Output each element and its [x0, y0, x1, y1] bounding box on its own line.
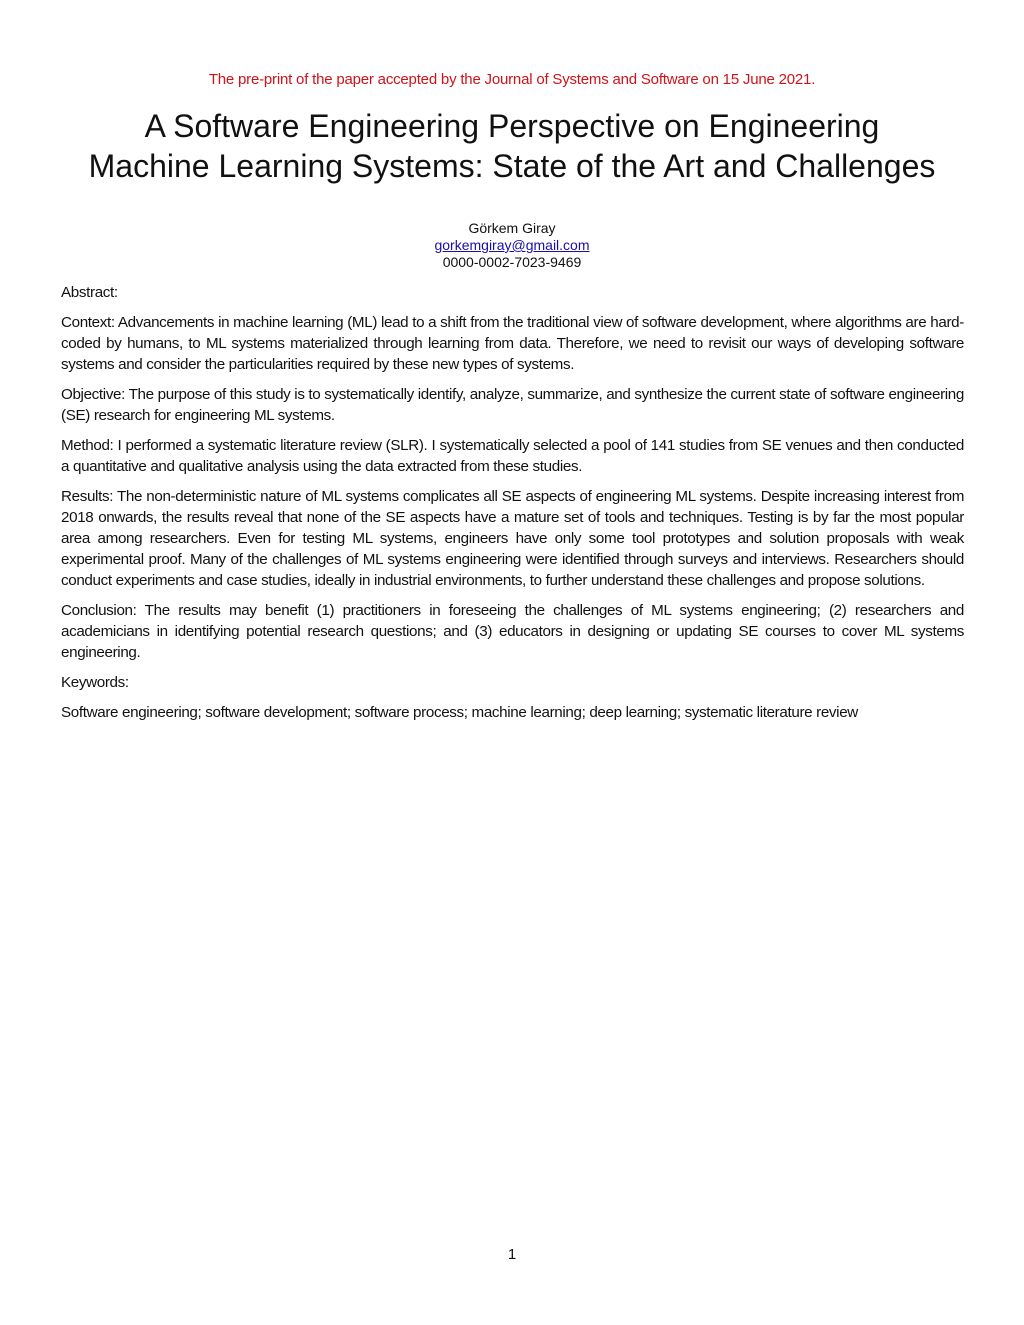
- abstract-context: Context: Advancements in machine learning (ML) lead to a shift from the traditional view of software development, where algorithms are hard-coded by humans, to ML systems materialized through learning from data. Therefore, we need to revisit our ways of developing software systems and consider the particularities required by these new types of systems.: [61, 314, 964, 373]
- abstract-section: [61, 282, 964, 732]
- abstract-method: Method: I performed a systematic literature review (SLR). I systematically selected a pool of 141 studies from SE venues and then conducted a quantitative and qualitative analysis using the data extracted from these studies.: [61, 437, 964, 475]
- author-name: Görkem Giray: [468, 220, 556, 236]
- preprint-note: The pre-print of the paper accepted by the Journal of Systems and Software on 15 June 2021.: [208, 71, 816, 88]
- page-number: 1: [507, 1246, 517, 1263]
- keywords-heading: Keywords:: [61, 674, 129, 691]
- author-email-link[interactable]: gorkemgiray@gmail.com: [434, 237, 590, 253]
- paper-title: [40, 106, 984, 186]
- author-orcid: 0000-0002-7023-9469: [442, 254, 582, 270]
- abstract-conclusion: Conclusion: The results may benefit (1) practitioners in foreseeing the challenges of ML systems engineering; (2) researchers and academicians in identifying potential research questions; and (3) educators in designing or updating SE courses to cover ML systems engineering.: [61, 602, 964, 661]
- author-block: [0, 220, 1024, 271]
- abstract-objective: Objective: The purpose of this study is to systematically identify, analyze, summarize, and synthesize the current state of software engineering (SE) research for engineering ML systems.: [61, 386, 964, 424]
- keywords-text: Software engineering; software development; software process; machine learning; deep learning; systematic literature review: [61, 704, 858, 721]
- abstract-results: Results: The non-deterministic nature of ML systems complicates all SE aspects of engineering ML systems. Despite increasing interest from 2018 onwards, the results reveal that none of the SE aspects have a mature set of tools and techniques. Testing is by far the most popular area among researchers. Even for testing ML systems, engineers have only some tool prototypes and solution proposals with weak experimental proof. Many of the challenges of ML systems engineering were identified through surveys and interviews. Researchers should conduct experiments and case studies, ideally in industrial environments, to further understand these challenges and propose solutions.: [61, 488, 964, 589]
- abstract-heading: Abstract:: [61, 284, 118, 301]
- title-line-1: A Software Engineering Perspective on Engineering: [144, 108, 880, 144]
- title-line-2: Machine Learning Systems: State of the Art and Challenges: [88, 148, 936, 184]
